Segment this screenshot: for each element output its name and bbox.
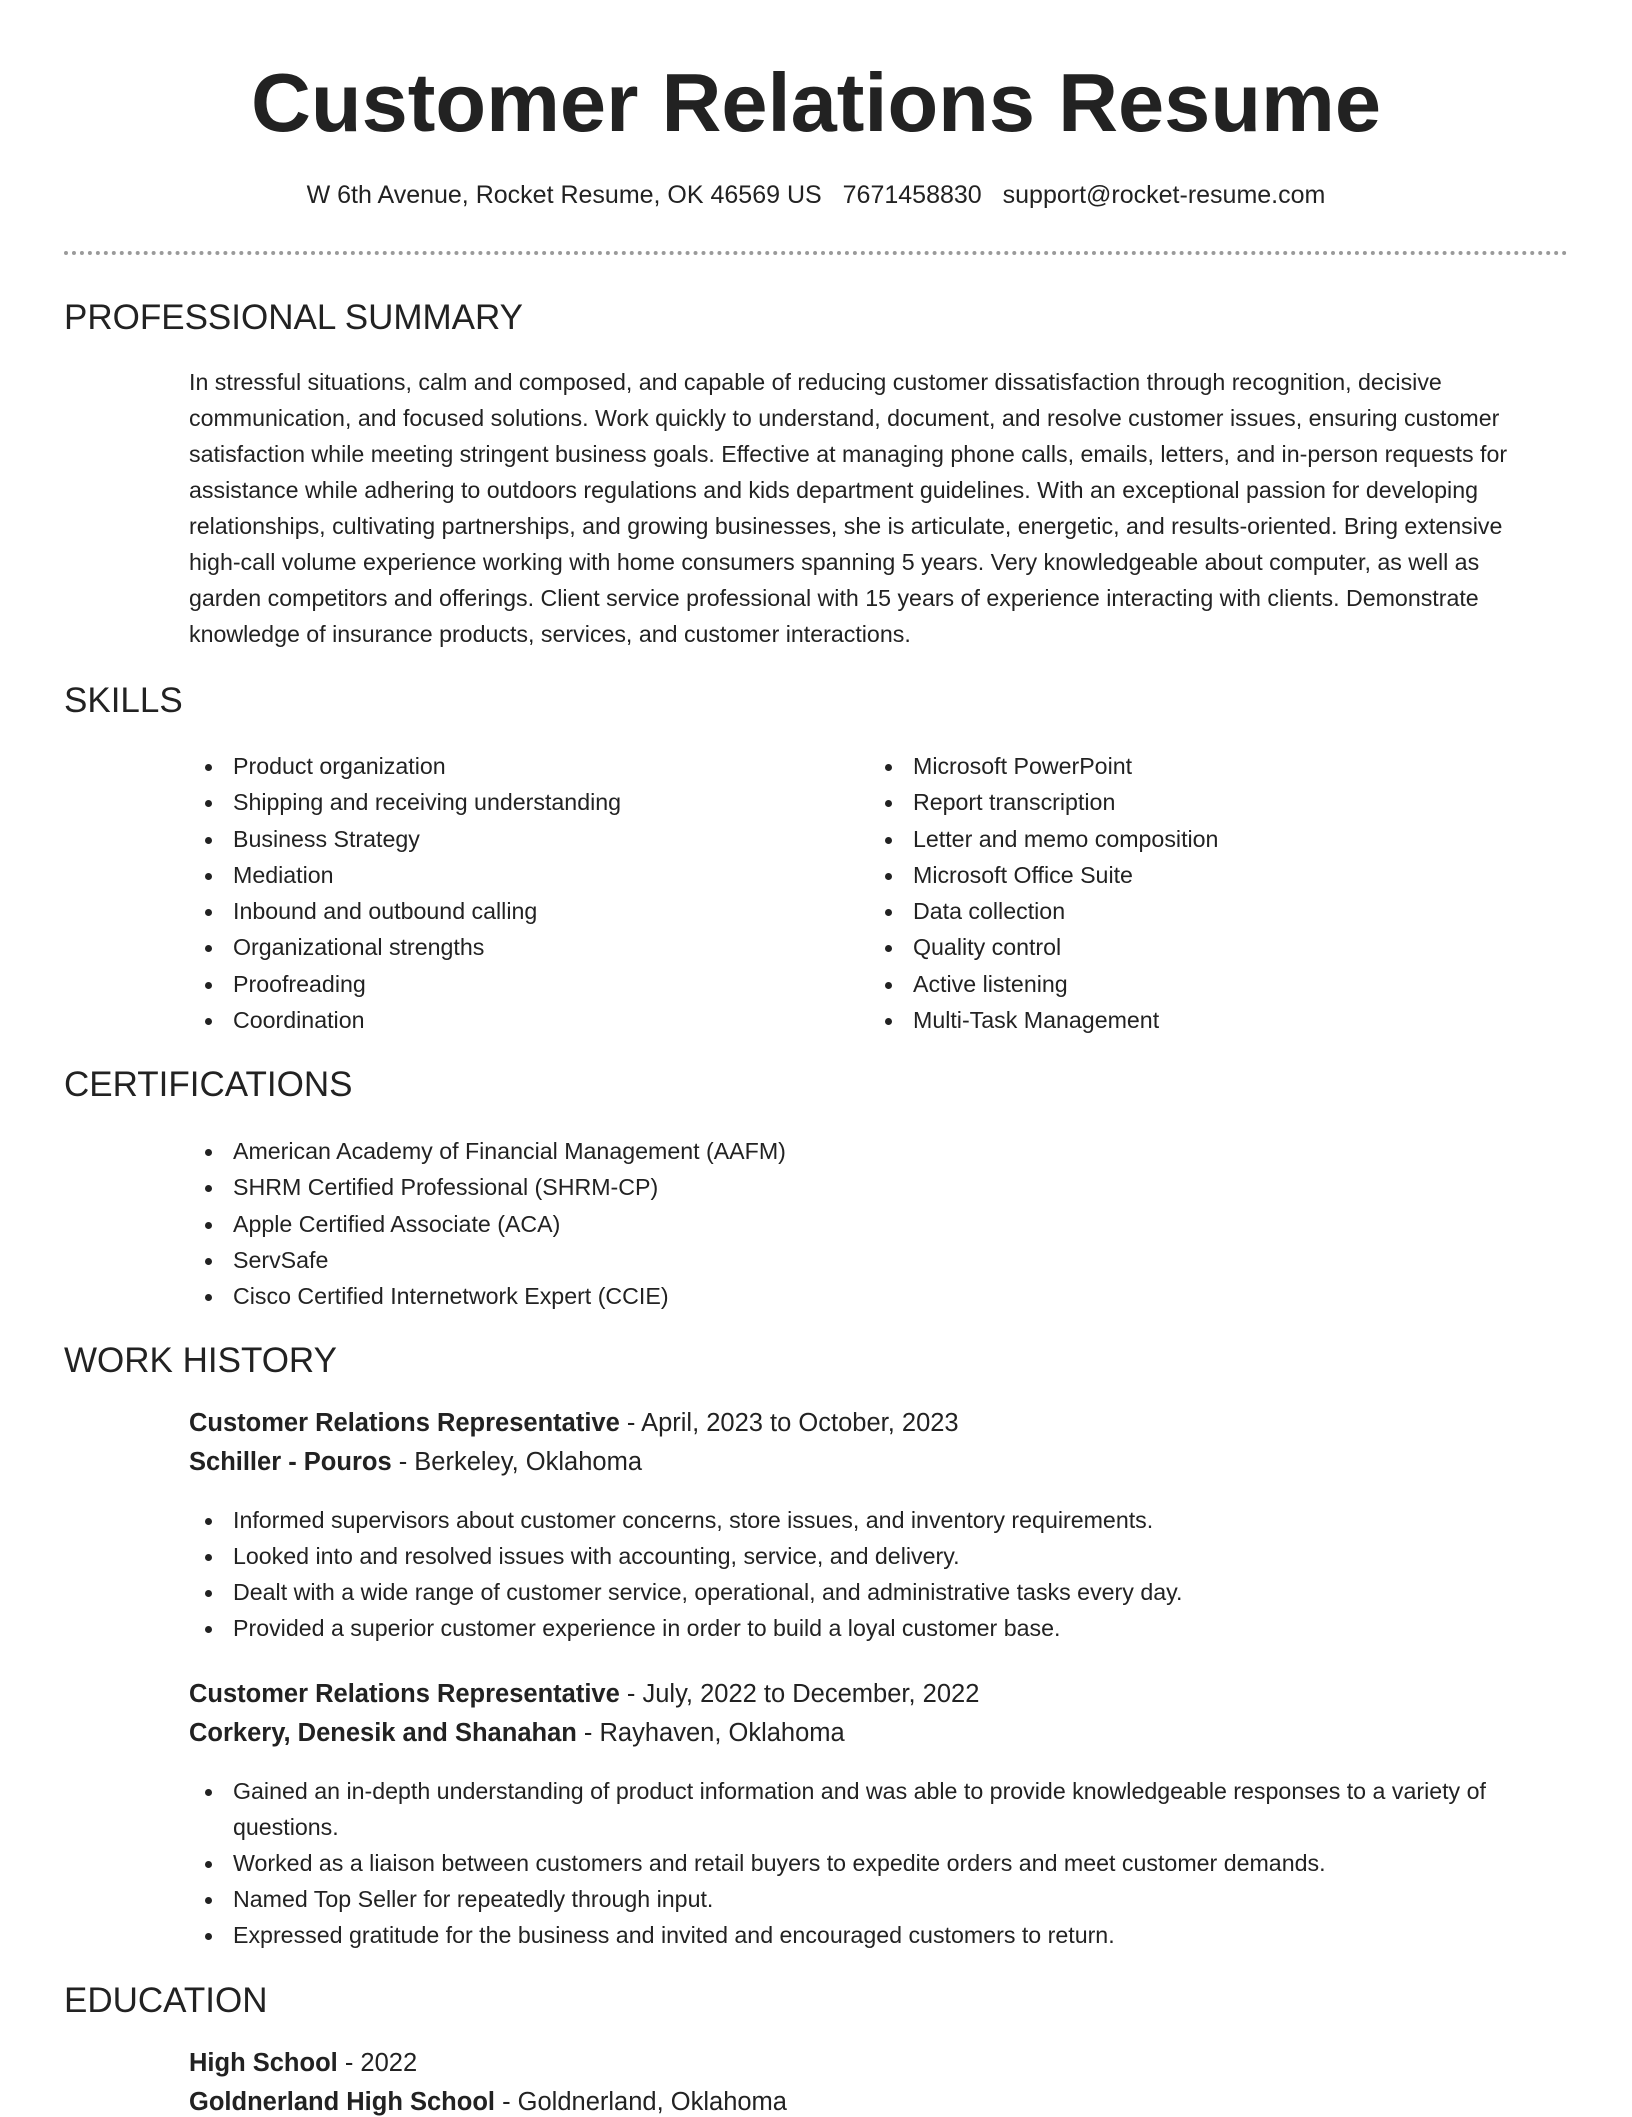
- education-heading: EDUCATION: [64, 1981, 268, 2020]
- address: W 6th Avenue, Rocket Resume, OK 46569 US: [306, 181, 822, 209]
- list-item: Active listening: [869, 966, 1509, 1002]
- list-item: Looked into and resolved issues with accounting, service, and delivery.: [189, 1538, 1589, 1574]
- resume-title: Customer Relations Resume: [250, 56, 1382, 149]
- job-company: Corkery, Denesik and Shanahan: [189, 1719, 577, 1747]
- skills-list-left: [189, 748, 829, 1038]
- list-item: Mediation: [189, 857, 829, 893]
- list-item: Letter and memo composition: [869, 821, 1509, 857]
- contact-line: [0, 181, 1632, 210]
- list-item: Apple Certified Associate (ACA): [189, 1206, 1189, 1242]
- list-item: Shipping and receiving understanding: [189, 784, 829, 820]
- list-item: Named Top Seller for repeatedly through input.: [189, 1881, 1579, 1917]
- job-dates: - April, 2023 to October, 2023: [619, 1409, 959, 1437]
- list-item: American Academy of Financial Management (AAFM): [189, 1133, 1189, 1169]
- job-company-line: [189, 1719, 845, 1748]
- certifications-heading: CERTIFICATIONS: [64, 1065, 353, 1104]
- list-item: Coordination: [189, 1002, 829, 1038]
- job-role: Customer Relations Representative: [189, 1680, 620, 1708]
- list-item: Expressed gratitude for the business and invited and encouraged customers to return.: [189, 1917, 1579, 1953]
- list-item: SHRM Certified Professional (SHRM-CP): [189, 1169, 1189, 1205]
- email: support@rocket-resume.com: [1002, 181, 1326, 209]
- certifications-list: [189, 1133, 1189, 1314]
- skills-heading: SKILLS: [64, 681, 183, 720]
- job-role: Customer Relations Representative: [189, 1409, 620, 1437]
- list-item: Organizational strengths: [189, 929, 829, 965]
- list-item: Report transcription: [869, 784, 1509, 820]
- list-item: Provided a superior customer experience in order to build a loyal customer base.: [189, 1610, 1589, 1646]
- list-item: ServSafe: [189, 1242, 1189, 1278]
- list-item: Gained an in-depth understanding of product information and was able to provide knowledgeable responses to a variety of questions.: [189, 1773, 1579, 1845]
- education-school: Goldnerland High School: [189, 2088, 495, 2116]
- summary-text: In stressful situations, calm and composed, and capable of reducing customer dissatisfaction through recognition, decisive communication, and focused solutions. Work quickly to understand, document, and resolve customer issues, ensuring customer satisfaction while meeting stringent business goals. Effective at managing phone calls, emails, letters, and in-person requests for assistance while adhering to outdoors regulations and kids department guidelines. With an exceptional passion for developing relationships, cultivating partnerships, and growing businesses, she is articulate, energetic, and results-oriented. Bring extensive high-call volume experience working with home consumers spanning 5 years. Very knowledgeable about computer, as well as garden competitors and offerings. Client service professional with 15 years of experience interacting with clients. Demonstrate knowledge of insurance products, services, and customer interactions.: [189, 369, 1508, 647]
- list-item: Multi-Task Management: [869, 1002, 1509, 1038]
- job-location: - Berkeley, Oklahoma: [391, 1448, 643, 1476]
- job-title-line: [189, 1680, 979, 1709]
- education-school-line: [189, 2088, 787, 2117]
- list-item: Microsoft Office Suite: [869, 857, 1509, 893]
- header-divider: [64, 251, 1568, 255]
- phone: 7671458830: [842, 181, 982, 209]
- job-title-line: [189, 1409, 959, 1438]
- list-item: Product organization: [189, 748, 829, 784]
- education-degree-line: [189, 2049, 417, 2078]
- education-degree: High School: [189, 2049, 338, 2077]
- job-company-line: [189, 1448, 642, 1477]
- list-item: Dealt with a wide range of customer service, operational, and administrative tasks every day.: [189, 1574, 1589, 1610]
- summary-heading: PROFESSIONAL SUMMARY: [64, 298, 523, 337]
- list-item: Data collection: [869, 893, 1509, 929]
- education-location: - Goldnerland, Oklahoma: [495, 2088, 787, 2116]
- list-item: Quality control: [869, 929, 1509, 965]
- job-responsibilities: [189, 1773, 1579, 1953]
- job-location: - Rayhaven, Oklahoma: [576, 1719, 845, 1747]
- work-history-heading: WORK HISTORY: [64, 1341, 337, 1380]
- list-item: Cisco Certified Internetwork Expert (CCIE): [189, 1278, 1189, 1314]
- job-company: Schiller - Pouros: [189, 1448, 392, 1476]
- list-item: Worked as a liaison between customers and retail buyers to expedite orders and meet customer demands.: [189, 1845, 1579, 1881]
- education-year: - 2022: [337, 2049, 418, 2077]
- job-dates: - July, 2022 to December, 2022: [619, 1680, 980, 1708]
- skills-list-right: [869, 748, 1509, 1038]
- list-item: Inbound and outbound calling: [189, 893, 829, 929]
- list-item: Proofreading: [189, 966, 829, 1002]
- list-item: Microsoft PowerPoint: [869, 748, 1509, 784]
- list-item: Business Strategy: [189, 821, 829, 857]
- job-responsibilities: [189, 1502, 1589, 1646]
- list-item: Informed supervisors about customer concerns, store issues, and inventory requirements.: [189, 1502, 1589, 1538]
